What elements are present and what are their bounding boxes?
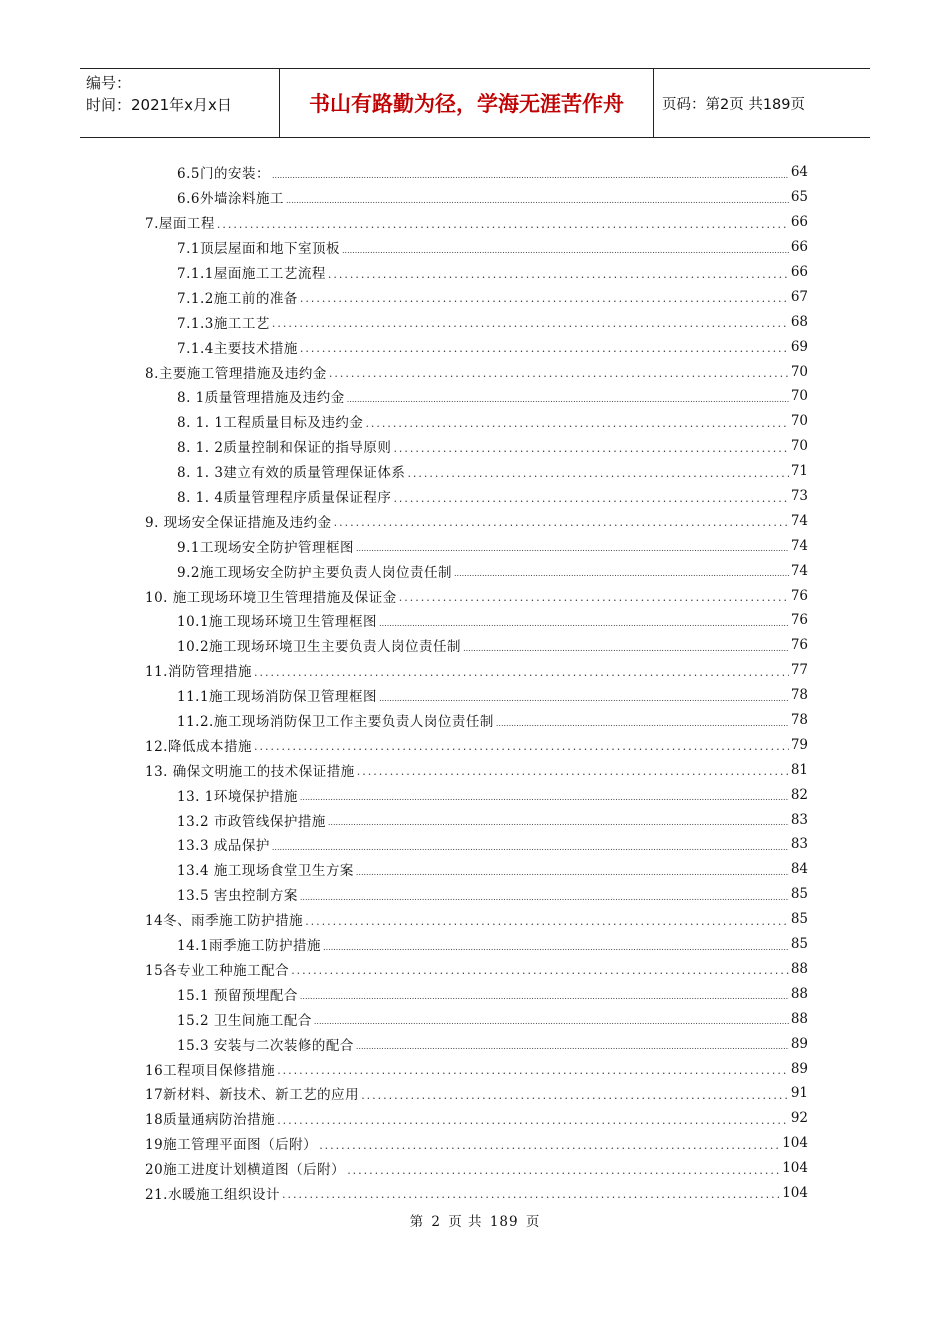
toc-dot-leader — [342, 246, 789, 255]
toc-dot-leader — [272, 317, 789, 330]
toc-dot-leader — [305, 915, 789, 928]
toc-entry-page: 88 — [790, 985, 808, 1002]
toc-entry-title: 21.水暖施工组织设计 — [145, 1186, 280, 1203]
toc-entry-page: 104 — [782, 1160, 808, 1177]
toc-entry-page: 64 — [790, 164, 808, 181]
toc-entry[interactable] — [145, 210, 808, 235]
toc-entry-title: 16工程项目保修措施 — [145, 1062, 276, 1079]
toc-entry-title: 10.1施工现场环境卫生管理框图 — [177, 614, 378, 631]
toc-entry[interactable] — [145, 160, 808, 185]
toc-entry[interactable] — [145, 185, 808, 210]
toc-dot-leader — [277, 1064, 789, 1077]
toc-entry-page: 83 — [790, 836, 808, 853]
toc-entry-title: 9.1工现场安全防护管理框图 — [177, 539, 354, 556]
toc-entry-page: 85 — [790, 886, 808, 903]
toc-entry[interactable] — [145, 359, 808, 384]
toc-entry-title: 13.3 成品保护 — [177, 838, 270, 855]
toc-entry[interactable] — [145, 633, 808, 658]
toc-entry-page: 85 — [790, 911, 808, 928]
toc-entry-page: 88 — [790, 960, 808, 977]
toc-dot-leader — [365, 417, 788, 430]
toc-entry-title: 11.消防管理措施 — [145, 664, 252, 681]
toc-dot-leader — [347, 1164, 780, 1177]
toc-dot-leader — [328, 818, 789, 827]
time-label: 时间：2021年x月x日 — [86, 96, 232, 114]
toc-dot-leader — [334, 516, 789, 529]
toc-entry-title: 7.1.4主要技术措施 — [177, 340, 298, 357]
toc-dot-leader — [399, 591, 789, 604]
toc-entry-title: 6.6外墙涂料施工 — [177, 191, 284, 208]
toc-entry[interactable] — [145, 882, 808, 907]
toc-entry[interactable] — [145, 832, 808, 857]
toc-entry-page: 76 — [790, 612, 808, 629]
toc-entry-page: 67 — [790, 288, 808, 305]
page-footer — [0, 1210, 950, 1230]
toc-entry[interactable] — [145, 309, 808, 334]
toc-dot-leader — [300, 292, 789, 305]
toc-entry-page: 82 — [790, 786, 808, 803]
toc-dot-leader — [272, 843, 789, 852]
toc-entry-title: 20施工进度计划横道图（后附） — [145, 1162, 346, 1179]
toc-entry-title: 8. 1. 3建立有效的质量管理保证体系 — [177, 465, 406, 482]
toc-entry[interactable] — [145, 583, 808, 608]
toc-entry-title: 13.4 施工现场食堂卫生方案 — [177, 863, 354, 880]
toc-entry[interactable] — [145, 1181, 808, 1206]
toc-entry-title: 15各专业工种施工配合 — [145, 962, 290, 979]
toc-entry-title: 8. 1. 1工程质量目标及违约金 — [177, 415, 364, 432]
toc-dot-leader — [286, 196, 789, 205]
footer-suffix: 页 — [525, 1214, 541, 1230]
toc-entry[interactable] — [145, 608, 808, 633]
toc-entry-title: 8. 1质量管理措施及违约金 — [177, 390, 345, 407]
toc-entry[interactable] — [145, 807, 808, 832]
toc-entry[interactable] — [145, 708, 808, 733]
toc-entry-page: 83 — [790, 811, 808, 828]
toc-entry[interactable] — [145, 658, 808, 683]
toc-entry-title: 9.2施工现场安全防护主要负责人岗位责任制 — [177, 564, 452, 581]
footer-prefix: 第 — [409, 1214, 425, 1230]
footer-page-number: 2 — [431, 1214, 441, 1230]
toc-dot-leader — [356, 1042, 789, 1051]
toc-entry-title: 7.屋面工程 — [145, 216, 215, 233]
toc-entry[interactable] — [145, 284, 808, 309]
toc-entry[interactable] — [145, 235, 808, 260]
toc-dot-leader — [323, 943, 789, 952]
table-of-contents — [145, 160, 808, 1205]
toc-entry-page: 70 — [790, 363, 808, 380]
toc-entry[interactable] — [145, 782, 808, 807]
toc-dot-leader — [379, 694, 789, 703]
toc-dot-leader — [328, 268, 789, 281]
footer-middle: 页 共 — [448, 1214, 483, 1230]
toc-entry[interactable] — [145, 932, 808, 957]
page-header — [80, 68, 870, 138]
toc-dot-leader — [254, 666, 789, 679]
toc-dot-leader — [217, 218, 789, 231]
toc-entry[interactable] — [145, 1106, 808, 1131]
toc-entry-title: 13. 1环境保护措施 — [177, 788, 298, 805]
toc-entry-title: 8. 1. 2质量控制和保证的指导原则 — [177, 440, 392, 457]
toc-entry-title: 18质量通病防治措施 — [145, 1112, 276, 1129]
toc-dot-leader — [347, 395, 789, 404]
toc-entry[interactable] — [145, 757, 808, 782]
toc-entry[interactable] — [145, 384, 808, 409]
toc-entry-title: 14冬、雨季施工防护措施 — [145, 913, 304, 930]
toc-entry[interactable] — [145, 1131, 808, 1156]
toc-entry[interactable] — [145, 409, 808, 434]
toc-entry[interactable] — [145, 484, 808, 509]
toc-entry-title: 12.降低成本措施 — [145, 738, 252, 755]
toc-entry-page: 81 — [790, 761, 808, 778]
toc-dot-leader — [254, 740, 789, 753]
toc-entry-page: 68 — [790, 313, 808, 330]
toc-entry-page: 70 — [790, 438, 808, 455]
toc-entry-title: 7.1.3施工工艺 — [177, 315, 270, 332]
toc-entry-page: 89 — [790, 1035, 808, 1052]
toc-entry-title: 10. 施工现场环境卫生管理措施及保证金 — [145, 589, 397, 606]
footer-total-pages: 189 — [489, 1214, 519, 1230]
toc-dot-leader — [300, 793, 789, 802]
header-info-cell — [80, 69, 280, 137]
toc-dot-leader — [496, 719, 789, 728]
toc-dot-leader — [407, 467, 788, 480]
toc-dot-leader — [361, 1089, 789, 1102]
toc-entry[interactable] — [145, 459, 808, 484]
toc-entry[interactable] — [145, 857, 808, 882]
toc-entry-page: 79 — [790, 736, 808, 753]
toc-entry-title: 15.1 预留预埋配合 — [177, 987, 298, 1004]
toc-entry[interactable] — [145, 907, 808, 932]
toc-entry-page: 71 — [790, 463, 808, 480]
toc-entry-title: 19施工管理平面图（后附） — [145, 1137, 318, 1154]
number-label: 编号： — [86, 74, 132, 92]
toc-entry[interactable] — [145, 260, 808, 285]
toc-dot-leader — [300, 342, 789, 355]
toc-entry-page: 65 — [790, 189, 808, 206]
toc-entry-page: 89 — [790, 1060, 808, 1077]
toc-dot-leader — [314, 1017, 789, 1026]
toc-dot-leader — [291, 964, 789, 977]
toc-entry[interactable] — [145, 957, 808, 982]
toc-dot-leader — [277, 1114, 789, 1127]
toc-entry-page: 78 — [790, 712, 808, 729]
toc-dot-leader — [329, 367, 789, 380]
toc-entry-title: 9. 现场安全保证措施及违约金 — [145, 514, 332, 531]
toc-entry[interactable] — [145, 434, 808, 459]
toc-entry-page: 74 — [790, 562, 808, 579]
toc-dot-leader — [282, 1188, 780, 1201]
toc-dot-leader — [356, 544, 789, 553]
toc-entry-title: 13. 确保文明施工的技术保证措施 — [145, 763, 355, 780]
toc-entry-title: 15.2 卫生间施工配合 — [177, 1012, 312, 1029]
toc-dot-leader — [379, 619, 789, 628]
header-motto: 书山有路勤为径，学海无涯苦作舟 — [280, 69, 654, 137]
toc-dot-leader — [454, 569, 789, 578]
toc-entry-page: 66 — [790, 239, 808, 256]
toc-entry-page: 73 — [790, 488, 808, 505]
toc-entry-title: 8.主要施工管理措施及违约金 — [145, 365, 327, 382]
toc-dot-leader — [393, 442, 788, 455]
toc-entry-title: 7.1顶层屋面和地下室顶板 — [177, 241, 340, 258]
toc-dot-leader — [393, 492, 788, 505]
toc-entry-page: 77 — [790, 662, 808, 679]
toc-entry-page: 74 — [790, 512, 808, 529]
toc-entry-title: 10.2施工现场环境卫生主要负责人岗位责任制 — [177, 639, 462, 656]
toc-entry-page: 88 — [790, 1010, 808, 1027]
toc-entry-title: 8. 1. 4质量管理程序质量保证程序 — [177, 490, 392, 507]
toc-dot-leader — [463, 644, 789, 653]
toc-entry-page: 92 — [790, 1110, 808, 1127]
toc-entry-title: 14.1雨季施工防护措施 — [177, 938, 322, 955]
toc-entry[interactable] — [145, 1156, 808, 1181]
toc-entry-page: 70 — [790, 388, 808, 405]
toc-dot-leader — [300, 893, 789, 902]
toc-entry-title: 13.5 害虫控制方案 — [177, 888, 298, 905]
toc-entry[interactable] — [145, 683, 808, 708]
toc-entry-page: 66 — [790, 264, 808, 280]
toc-entry-title: 6.5门的安装： — [177, 166, 270, 183]
toc-entry-page: 85 — [790, 936, 808, 953]
toc-entry[interactable] — [145, 1081, 808, 1106]
toc-dot-leader — [319, 1139, 780, 1152]
header-page-label: 页码：第2页 共189页 — [662, 96, 806, 113]
toc-entry[interactable] — [145, 508, 808, 533]
toc-entry[interactable] — [145, 334, 808, 359]
toc-entry-page: 66 — [790, 214, 808, 231]
toc-entry[interactable] — [145, 1056, 808, 1081]
toc-dot-leader — [356, 868, 789, 877]
toc-dot-leader — [272, 171, 789, 180]
toc-entry-page: 84 — [790, 861, 808, 878]
toc-dot-leader — [357, 765, 789, 778]
toc-entry-title: 17新材料、新技术、新工艺的应用 — [145, 1087, 360, 1104]
toc-entry-page: 74 — [790, 537, 808, 554]
toc-entry[interactable] — [145, 1031, 808, 1056]
toc-dot-leader — [300, 992, 789, 1001]
toc-entry-page: 91 — [790, 1085, 808, 1102]
toc-entry-title: 15.3 安装与二次装修的配合 — [177, 1037, 354, 1054]
toc-entry-title: 7.1.1屋面施工工艺流程 — [177, 266, 326, 282]
toc-entry[interactable] — [145, 1006, 808, 1031]
toc-entry-page: 104 — [782, 1184, 808, 1201]
toc-entry-page: 76 — [790, 637, 808, 654]
toc-entry-title: 7.1.2施工前的准备 — [177, 290, 298, 307]
toc-entry[interactable] — [145, 533, 808, 558]
toc-entry-page: 78 — [790, 687, 808, 704]
toc-entry-title: 13.2 市政管线保护措施 — [177, 813, 326, 830]
toc-entry-title: 11.1施工现场消防保卫管理框图 — [177, 689, 378, 706]
toc-entry-title: 11.2.施工现场消防保卫工作主要负责人岗位责任制 — [177, 714, 494, 731]
toc-entry-page: 76 — [790, 587, 808, 604]
toc-entry[interactable] — [145, 732, 808, 757]
toc-entry[interactable] — [145, 558, 808, 583]
toc-entry[interactable] — [145, 981, 808, 1006]
toc-entry-page: 104 — [782, 1135, 808, 1152]
toc-entry-page: 69 — [790, 338, 808, 355]
toc-entry-page: 70 — [790, 413, 808, 430]
